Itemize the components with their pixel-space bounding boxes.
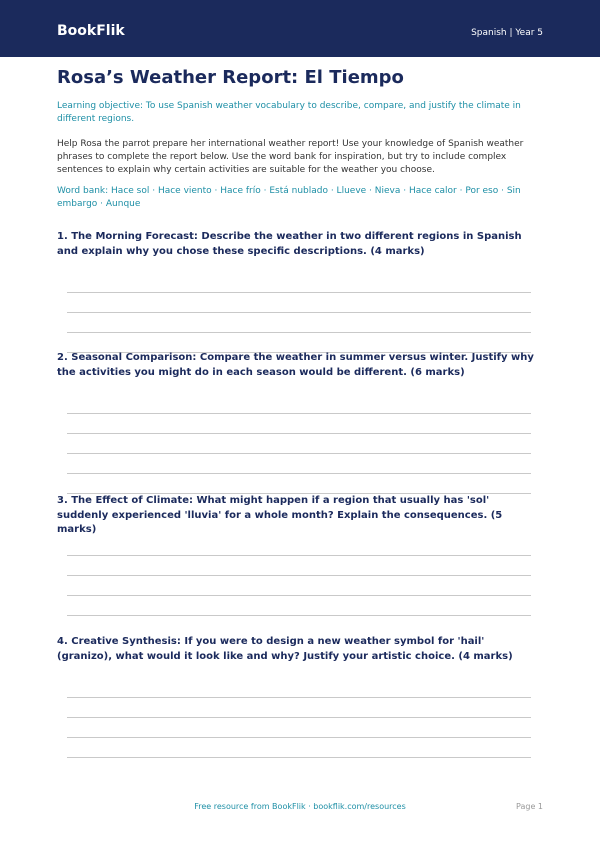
answer-line-q4-3[interactable] [67, 737, 531, 738]
learning-objective: Learning objective: To use Spanish weather vocabulary to describe, compare, and justify the climate in different regions. [57, 101, 521, 124]
answer-line-q2-2[interactable] [67, 433, 531, 434]
question-1: 1. The Morning Forecast: Describe the weather in two different regions in Spanish and explain why you chose these specific descriptions. (4 marks) [57, 231, 522, 257]
intro-text: Help Rosa the parrot prepare her international weather report! Use your knowledge of Spanish weather phrases to complete the report below. Use the word bank for inspiration, but try to include complex sentences to explain why certain activities are suitable for the weather you choose. [57, 139, 524, 175]
answer-line-q2-4[interactable] [67, 473, 531, 474]
answer-line-q3-1[interactable] [67, 555, 531, 556]
answer-line-q4-4[interactable] [67, 757, 531, 758]
answer-line-q2-1[interactable] [67, 413, 531, 414]
question-3: 3. The Effect of Climate: What might happen if a region that usually has 'sol' suddenly experienced 'lluvia' for a whole month? Explain the consequences. (5 marks) [57, 495, 503, 535]
question-2: 2. Seasonal Comparison: Compare the weather in summer versus winter. Justify why the activities you might do in each season would be different. (6 marks) [57, 352, 534, 378]
answer-line-q1-3[interactable] [67, 332, 531, 333]
answer-line-q1-1[interactable] [67, 292, 531, 293]
answer-line-q3-4[interactable] [67, 615, 531, 616]
answer-line-q4-2[interactable] [67, 717, 531, 718]
answer-line-q4-1[interactable] [67, 697, 531, 698]
answer-line-q1-2[interactable] [67, 312, 531, 313]
page-title: Rosa’s Weather Report: El Tiempo [57, 67, 404, 88]
answer-line-q3-2[interactable] [67, 575, 531, 576]
subject-year-label: Spanish | Year 5 [471, 28, 543, 38]
brand-logo: BookFlik [57, 23, 125, 39]
answer-line-q3-3[interactable] [67, 595, 531, 596]
word-bank: Word bank: Hace sol · Hace viento · Hace frío · Está nublado · Llueve · Nieva · Hace calor · Por eso · Sin embargo · Aunque [57, 186, 521, 209]
answer-line-q2-3[interactable] [67, 453, 531, 454]
header-bar [0, 0, 600, 57]
page-number: Page 1 [516, 802, 543, 811]
question-4: 4. Creative Synthesis: If you were to design a new weather symbol for 'hail' (granizo), what would it look like and why? Justify your artistic choice. (4 marks) [57, 636, 513, 662]
footer-credit: Free resource from BookFlik · bookflik.com/resources [194, 802, 406, 811]
